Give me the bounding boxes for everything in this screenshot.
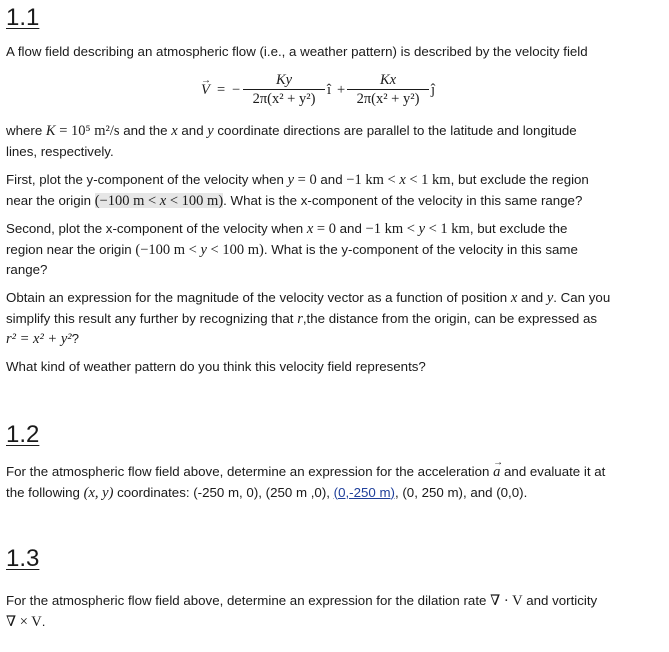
highlighted-range: (−100 m < x < 100 m)	[94, 192, 224, 209]
eq-plus: +	[337, 82, 346, 98]
section-heading-1-2: 1.2	[6, 421, 40, 448]
eq-minus: −	[232, 82, 241, 98]
eq-i-hat: î	[327, 82, 332, 98]
section-heading-1-3: 1.3	[6, 545, 40, 572]
where-paragraph: where K = 10⁵ m²/s and the x and y coordinate directions are parallel to the latitude and longitude lines, respectively.	[6, 123, 577, 159]
question-magnitude: Obtain an expression for the magnitude of the velocity vector as a function of position x and y. Can you simplify this result any further by recognizing that r,the distance from the origin, can be expressed as r² = x² + y²?	[6, 290, 611, 347]
frac2-numerator: Kx	[379, 72, 397, 88]
question-weather-pattern: What kind of weather pattern do you think this velocity field represents?	[6, 359, 426, 374]
frac2-denominator: 2π(x² + y²)	[356, 91, 420, 107]
eq-lhs: → V	[201, 81, 210, 101]
eq-equals: =	[217, 82, 226, 98]
question-acceleration: For the atmospheric flow field above, determine an expression for the acceleration → a and evaluate it at the following (x, y) coordinates: (-250 m, 0), (250 m ,0), (0,-250 m), (0, 250 m), and (0,0).	[6, 462, 634, 503]
section-heading-1-1: 1.1	[6, 4, 40, 31]
intro-paragraph: A flow field describing an atmospheric flow (i.e., a weather pattern) is described by the velocity field	[6, 44, 588, 59]
frac1-denominator: 2π(x² + y²)	[252, 91, 316, 107]
eq-fraction-2	[347, 71, 429, 108]
question-plot-y-component: First, plot the y-component of the velocity when y = 0 and −1 km < x < 1 km, but exclude the region near the origin (−100 m < x < 100 m). What is the x-component of the velocity in this same range?	[6, 172, 589, 209]
coordinate-link[interactable]: (0,-250 m)	[333, 484, 395, 500]
question-dilation-vorticity: For the atmospheric flow field above, determine an expression for the dilation rate ∇ · V and vorticity ∇ × V.	[6, 593, 598, 630]
frac1-numerator: Ky	[275, 72, 293, 88]
eq-j-hat: ĵ	[431, 82, 436, 98]
question-plot-x-component: Second, plot the x-component of the velocity when x = 0 and −1 km < y < 1 km, but exclude the region near the origin (−100 m < y < 100 m). What is the y-component of the velocity in this same range?	[6, 221, 578, 277]
eq-fraction-1	[243, 71, 325, 108]
